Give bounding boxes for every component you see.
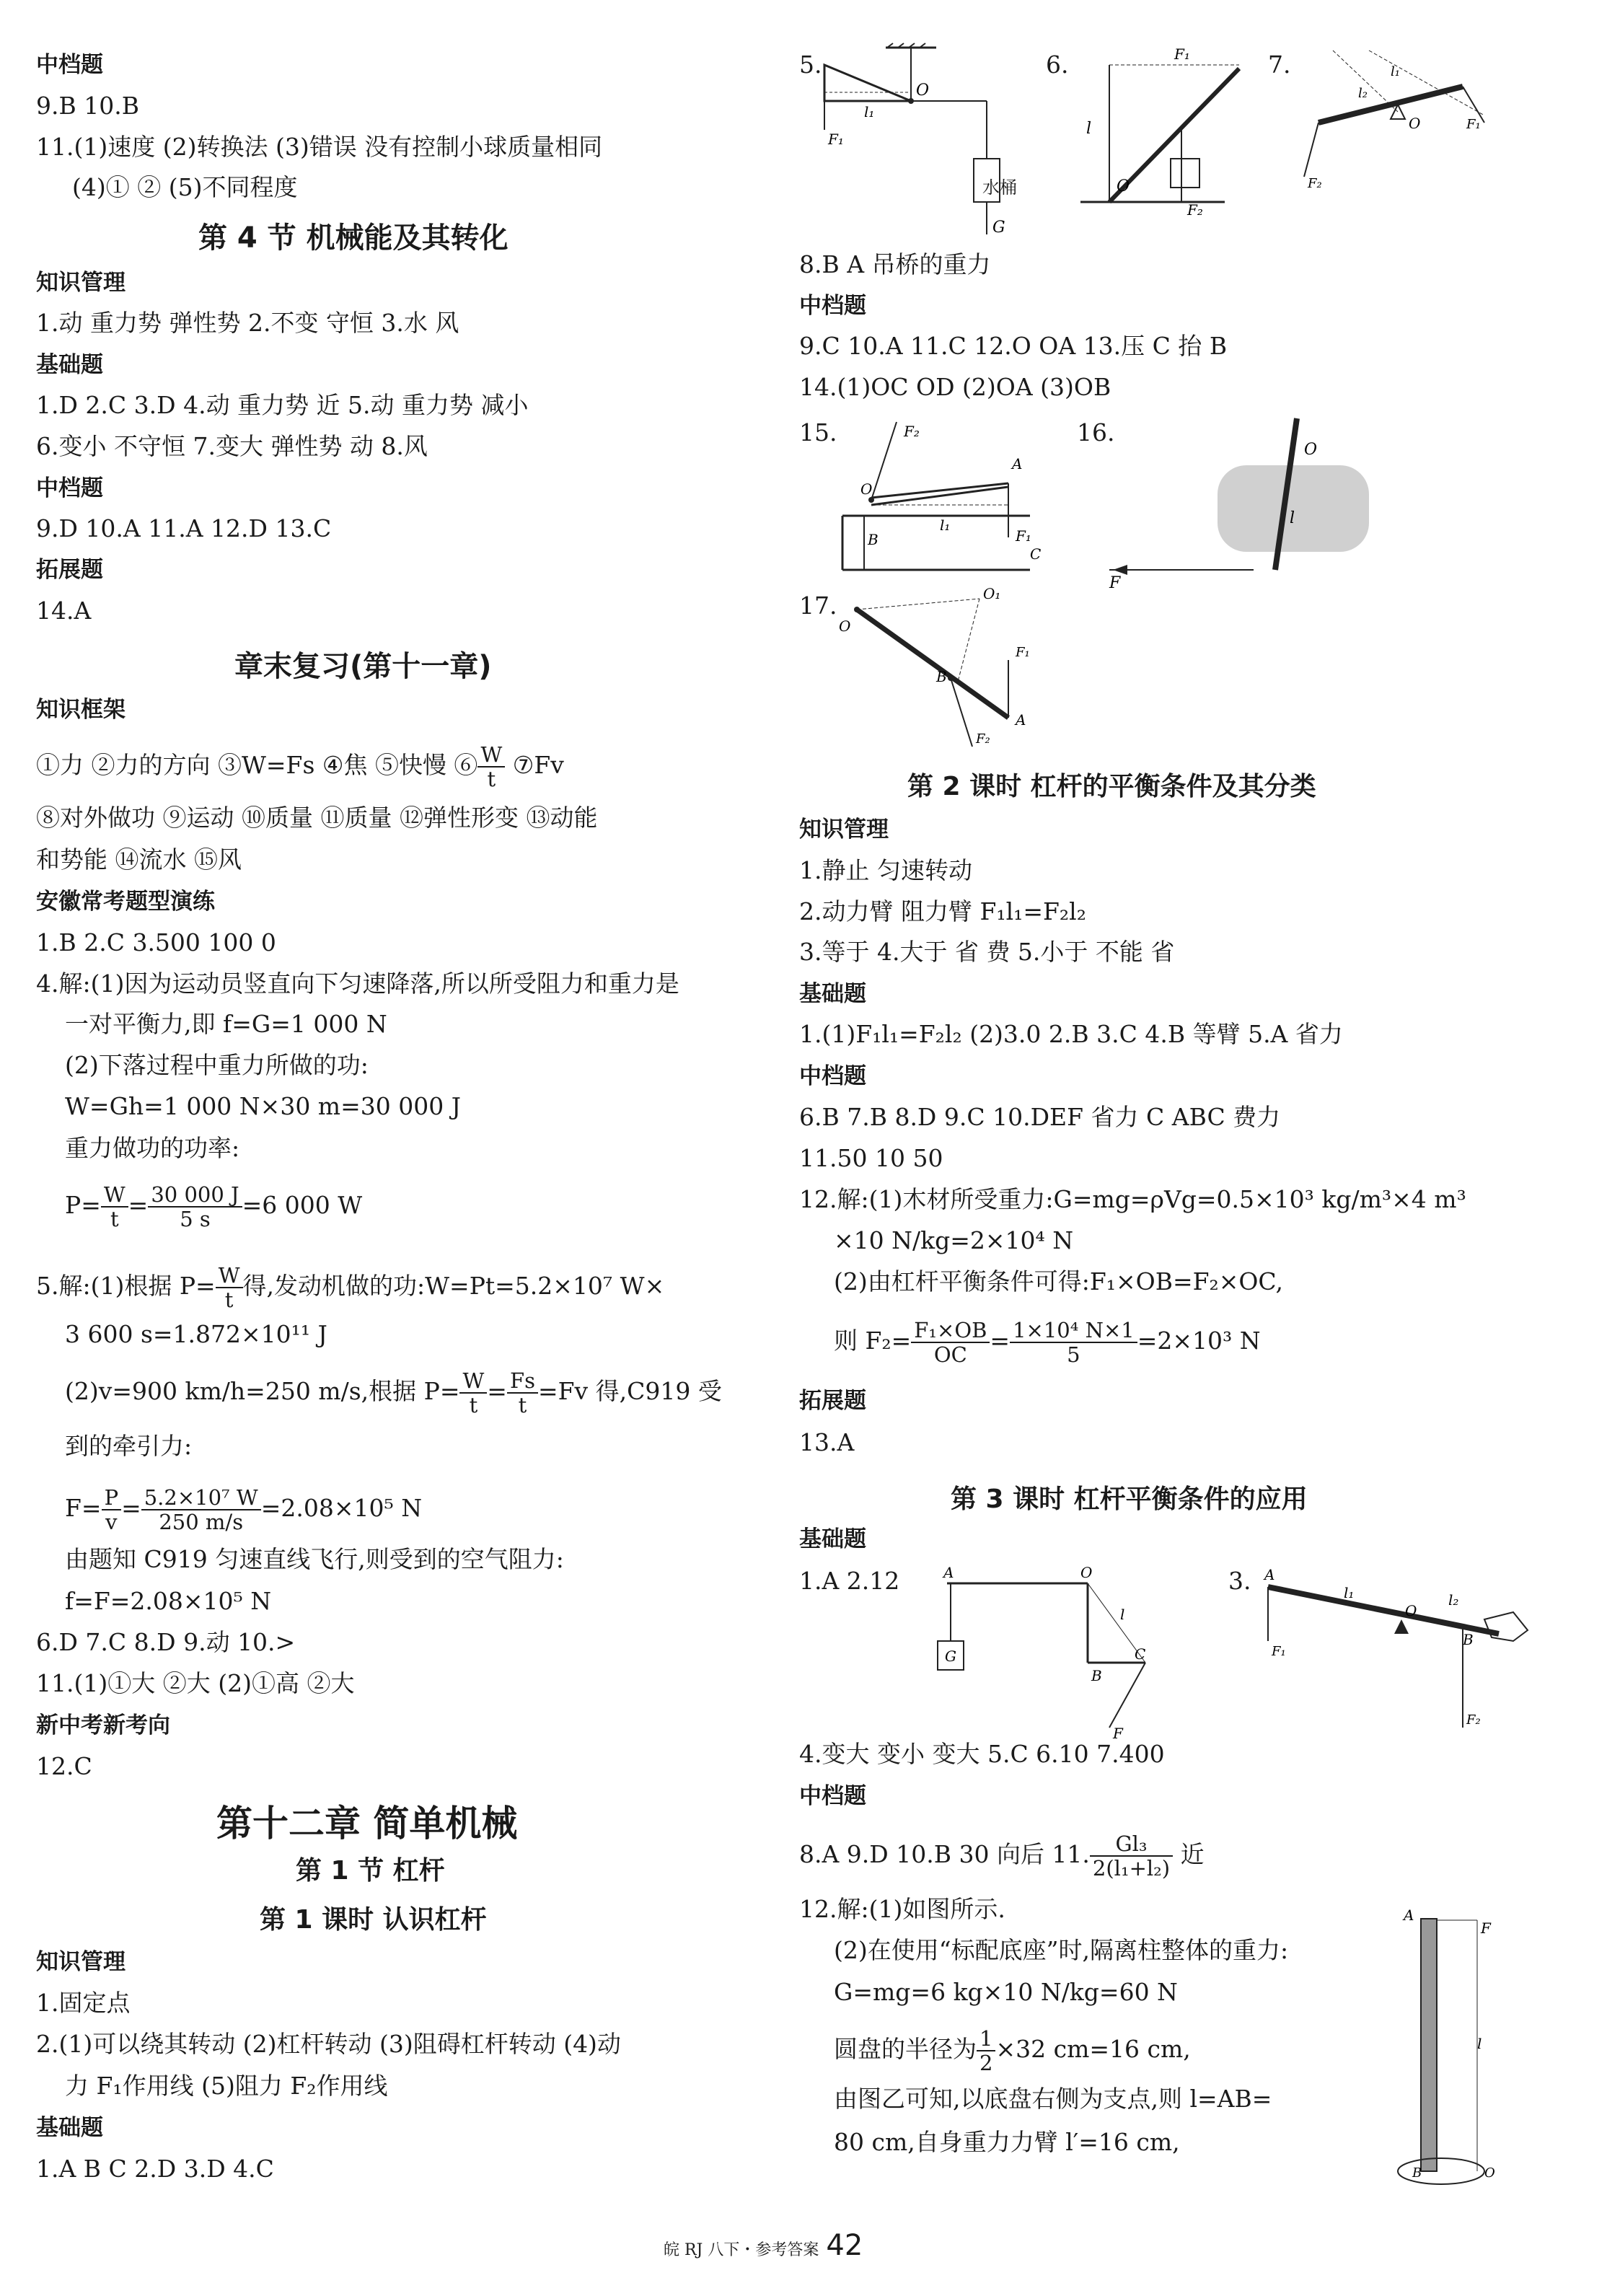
answer-line: 1.D 2.C 3.D 4.动 重力势 近 5.动 重力势 减小 (36, 391, 529, 419)
question-number: 17. (799, 591, 837, 620)
footer-label: 皖 RJ 八下・参考答案 (664, 2241, 819, 2259)
section-label: 基础题 (799, 1526, 866, 1552)
question-number: 5. (799, 50, 822, 79)
question-number: 6. (1046, 50, 1069, 79)
svg-text:l₂: l₂ (1448, 1591, 1459, 1609)
svg-text:F₂: F₂ (1308, 176, 1322, 191)
question-number: 15. (799, 418, 837, 447)
formula-line: (2)v=900 km/h=250 m/s,根据 P= $\frac{W}{t}$ = $\frac{Fs}{t}$ =Fv 得,C919 受 (65, 1368, 722, 1417)
bucket-label: 水桶 (982, 177, 1017, 198)
answer-line: 4.解:(1)因为运动员竖直向下匀速降落,所以所受阻力和重力是 (36, 969, 679, 998)
answer-line: W=Gh=1 000 N×30 m=30 000 J (65, 1092, 461, 1120)
page-number: 42 (826, 2229, 863, 2262)
section-title: 第 4 节 机械能及其转化 (198, 221, 508, 255)
answer-line: 14.A (36, 597, 92, 625)
svg-text:A: A (943, 1564, 954, 1581)
svg-text:F₂: F₂ (1187, 201, 1203, 219)
svg-text:l₁: l₁ (1344, 1584, 1355, 1601)
answer-line: 到的牵引力: (65, 1432, 193, 1460)
svg-text:l₁: l₁ (1391, 64, 1400, 79)
answer-line: G=mg=6 kg×10 N/kg=60 N (834, 1978, 1178, 2006)
svg-text:B: B (1091, 1667, 1102, 1684)
answer-line: 13.A (799, 1428, 855, 1456)
svg-text:B: B (1463, 1631, 1474, 1648)
answer-line: 12.C (36, 1752, 92, 1780)
svg-text:O: O (1080, 1564, 1093, 1581)
section-label: 新中考新考向 (36, 1712, 170, 1738)
svg-text:l₂: l₂ (1358, 86, 1368, 101)
answer-line: 2.动力臂 阻力臂 F₁l₁=F₂l₂ (799, 897, 1086, 925)
svg-text:F: F (1481, 1919, 1491, 1937)
svg-text:O: O (1304, 441, 1318, 459)
answer-line: f=F=2.08×10⁵ N (65, 1587, 272, 1615)
figure-2-lever-weight (929, 1562, 1160, 1742)
answer-line: 1.A B C 2.D 3.D 4.C (36, 2155, 274, 2183)
answer-line: 力 F₁作用线 (5)阻力 F₂作用线 (65, 2072, 388, 2100)
answer-line: 80 cm,自身重力力臂 l′=16 cm, (834, 2128, 1180, 2156)
answer-line: ⑧对外做功 ⑨运动 ⑩质量 ⑪质量 ⑫弹性形变 ⑬动能 (36, 804, 598, 832)
svg-text:F₁: F₁ (1174, 45, 1190, 63)
answer-line: 一对平衡力,即 f=G=1 000 N (65, 1010, 387, 1038)
svg-text:F₂: F₂ (976, 731, 990, 747)
answer-line: (2)由杠杆平衡条件可得:F₁×OB=F₂×OC, (834, 1267, 1283, 1296)
section-label: 基础题 (36, 2115, 103, 2141)
answer-line: 3.等于 4.大于 省 费 5.小于 不能 省 (799, 938, 1175, 966)
svg-text:C: C (1030, 545, 1042, 563)
answer-line: 3 600 s=1.872×10¹¹ J (65, 1320, 327, 1348)
answer-line: 12.解:(1)木材所受重力:G=mg=ρVg=0.5×10³ kg/m³×4 m³ (799, 1185, 1466, 1213)
svg-text:F₁: F₁ (828, 131, 844, 148)
svg-text:F₂: F₂ (1466, 1712, 1481, 1728)
svg-text:B: B (868, 531, 879, 548)
question-number: 3. (1228, 1567, 1251, 1595)
answer-line: 9.C 10.A 11.C 12.O OA 13.压 C 抬 B (799, 332, 1228, 360)
answer-line: 1.动 重力势 弹性势 2.不变 守恒 3.水 风 (36, 309, 459, 337)
section-label: 中档题 (36, 52, 103, 78)
figure-7-lever (1290, 43, 1484, 195)
section-title: 第 1 节 杠杆 (296, 1856, 445, 1886)
answer-line: 11.(1)①大 ②大 (2)①高 ②大 (36, 1669, 355, 1697)
section-label: 基础题 (36, 352, 103, 378)
figure-15-lever (835, 415, 1052, 581)
section-label: 拓展题 (36, 557, 103, 583)
svg-text:l: l (1477, 2035, 1482, 2052)
svg-text:A: A (1404, 1906, 1414, 1924)
section-label: 中档题 (799, 1783, 866, 1809)
svg-text:F₁: F₁ (1016, 527, 1031, 545)
section-title: 章末复习(第十一章) (234, 650, 492, 683)
answer-line: (2)下落过程中重力所做的功: (65, 1051, 369, 1079)
svg-text:l: l (1290, 509, 1295, 527)
section-label: 中档题 (799, 293, 866, 319)
figure-3-lever (1254, 1562, 1564, 1735)
section-label: 安徽常考题型演练 (36, 889, 215, 915)
lesson-title: 第 3 课时 杠杆平衡条件的应用 (951, 1485, 1308, 1514)
svg-text:O: O (1484, 2165, 1495, 2181)
answer-line: 11.50 10 50 (799, 1144, 943, 1172)
svg-text:l: l (1086, 120, 1092, 138)
svg-text:O: O (839, 617, 851, 635)
answer-line: 8.B A 吊桥的重力 (799, 250, 991, 278)
svg-text:O: O (1409, 115, 1421, 132)
answer-line: 12.解:(1)如图所示. (799, 1895, 1005, 1923)
answer-line: 1.固定点 (36, 1989, 131, 2017)
section-label: 拓展题 (799, 1388, 866, 1414)
question-number: 7. (1268, 50, 1291, 79)
svg-text:G: G (945, 1648, 956, 1665)
answer-line: 4.变大 变小 变大 5.C 6.10 7.400 (799, 1740, 1165, 1768)
section-label: 知识框架 (36, 697, 126, 723)
answer-line: 11.(1)速度 (2)转换法 (3)错误 没有控制小球质量相同 (36, 133, 603, 161)
answer-line: 14.(1)OC OD (2)OA (3)OB (799, 373, 1111, 401)
formula-line: P= $\frac{W}{t}$ = $\frac{30 000 J}{5 s}$ =6 000 W (65, 1182, 363, 1231)
answer-line: 6.变小 不守恒 7.变大 弹性势 动 8.风 (36, 432, 428, 460)
answer-line: 由图乙可知,以底盘右侧为支点,则 l=AB= (834, 2085, 1272, 2113)
formula-line: 8.A 9.D 10.B 30 向后 11. $\frac{\text{Gl₃}}{\text{2(l₁+l₂)}}$ 近 (799, 1831, 1205, 1881)
svg-text:F: F (1113, 1725, 1123, 1742)
formula-line: 则 F₂= $\frac{\text{F₁×OB}}{OC}$ = $\frac{\text{1×10⁴ N×1}}{5}$ =2×10³ N (834, 1318, 1261, 1367)
section-label: 知识管理 (799, 817, 889, 843)
answer-line: ①力 ②力的方向 ③W=Fs ④焦 ⑤快慢 ⑥ $\frac{W}{t}$ ⑦Fv (36, 742, 564, 791)
figure-6-drawbridge (1073, 43, 1261, 224)
answer-line: 和势能 ⑭流水 ⑮风 (36, 845, 242, 874)
answer-line: 6.B 7.B 8.D 9.C 10.DEF 省力 C ABC 费力 (799, 1103, 1281, 1131)
formula-line: 圆盘的半径为 $\frac{1}{2}$ ×32 cm=16 cm, (834, 2026, 1191, 2075)
formula-line: 5.解:(1)根据 P= $\frac{W}{t}$ 得,发动机做的功:W=Pt=5.2×10⁷ W× (36, 1263, 665, 1312)
svg-text:O: O (1405, 1602, 1417, 1619)
svg-text:A: A (1264, 1566, 1275, 1583)
svg-text:O: O (1117, 177, 1130, 195)
section-label: 中档题 (799, 1063, 866, 1089)
svg-text:O: O (916, 82, 930, 100)
answer-line: (2)在使用“标配底座”时,隔离柱整体的重力: (834, 1936, 1289, 1964)
answer-line: 9.B 10.B (36, 92, 139, 120)
svg-text:F₁: F₁ (1466, 117, 1481, 132)
answer-line: 由题知 C919 匀速直线飞行,则受到的空气阻力: (65, 1545, 564, 1573)
section-label: 知识管理 (36, 270, 126, 296)
page-footer (664, 2229, 863, 2262)
answer-line: 重力做功的功率: (65, 1134, 240, 1162)
svg-text:F₁: F₁ (1272, 1644, 1286, 1659)
lesson-title: 第 1 课时 认识杠杆 (260, 1905, 487, 1935)
svg-text:l₁: l₁ (864, 103, 875, 120)
svg-text:F₂: F₂ (904, 423, 920, 440)
answer-line: 1.静止 匀速转动 (799, 856, 972, 884)
answer-line: 1.B 2.C 3.500 100 0 (36, 928, 276, 956)
answer-line: 9.D 10.A 11.A 12.D 13.C (36, 514, 332, 542)
svg-text:G: G (992, 219, 1005, 237)
svg-text:C: C (1135, 1645, 1146, 1663)
svg-text:O₁: O₁ (983, 585, 1001, 602)
figure-17-lever (835, 585, 1044, 761)
section-label: 中档题 (36, 475, 103, 501)
question-number: 16. (1077, 418, 1115, 447)
svg-text:O: O (860, 480, 873, 498)
figure-12-isolation-column (1391, 1904, 1506, 2193)
figure-16-hand-pen (1109, 415, 1383, 592)
section-label: 知识管理 (36, 1949, 126, 1975)
answer-line: (4)① ② (5)不同程度 (72, 173, 298, 201)
answer-line: 6.D 7.C 8.D 9.动 10.> (36, 1628, 296, 1656)
answer-line: 2.(1)可以绕其转动 (2)杠杆转动 (3)阻碍杠杆转动 (4)动 (36, 2030, 621, 2058)
chapter-title: 第十二章 简单机械 (216, 1803, 518, 1844)
section-label: 基础题 (799, 981, 866, 1007)
answer-line: 1.(1)F₁l₁=F₂l₂ (2)3.0 2.B 3.C 4.B 等臂 5.A 省力 (799, 1020, 1343, 1048)
answer-line: ×10 N/kg=2×10⁴ N (834, 1226, 1074, 1254)
lesson-title: 第 2 课时 杠杆的平衡条件及其分类 (907, 772, 1316, 801)
svg-text:B: B (936, 668, 947, 685)
svg-text:A: A (1012, 455, 1023, 472)
svg-text:l₁: l₁ (940, 516, 951, 534)
svg-text:A: A (1016, 711, 1026, 729)
svg-text:l: l (1120, 1606, 1125, 1623)
answer-line: 1.A 2.12 (799, 1567, 900, 1595)
svg-text:F: F (1109, 574, 1121, 592)
formula-line: F= $\frac{P}{v}$ = $\frac{\text{5.2×10⁷ W}}{250 m/s}$ =2.08×10⁵ N (65, 1485, 423, 1534)
svg-text:B: B (1412, 2165, 1422, 2181)
svg-text:F₁: F₁ (1016, 645, 1030, 660)
